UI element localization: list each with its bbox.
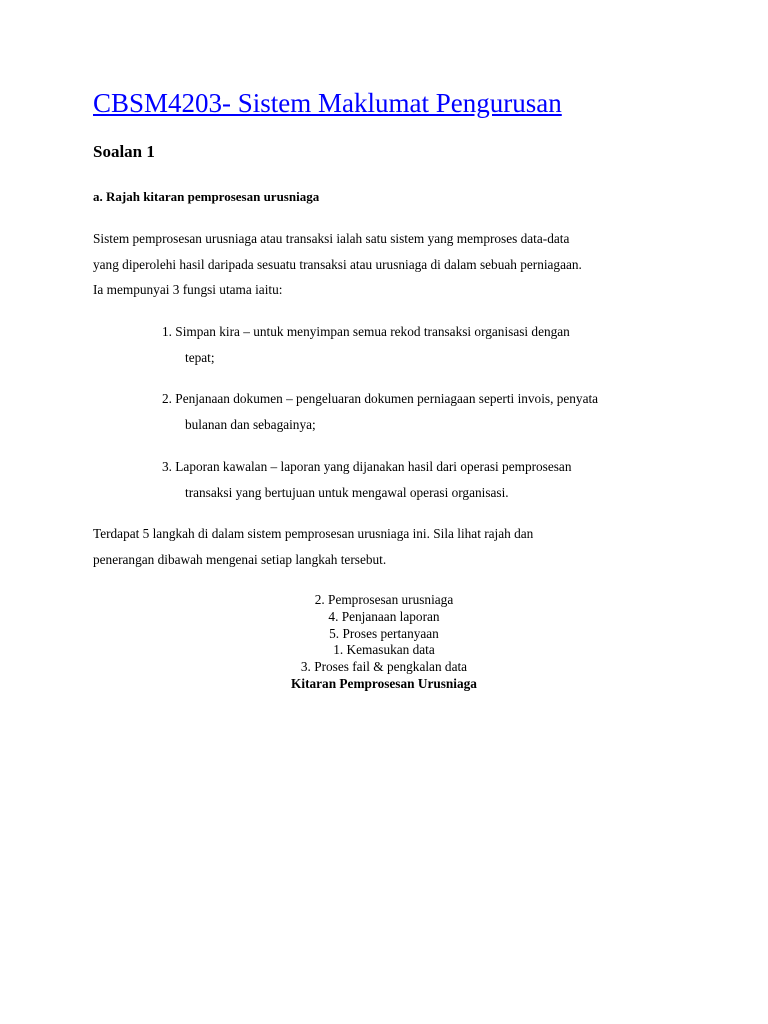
section-a-heading: a. Rajah kitaran pemprosesan urusniaga (93, 189, 320, 204)
intro-line: Sistem pemprosesan urusniaga atau transaksi ialah satu sistem yang memproses data-data (93, 231, 570, 246)
function-item-line: tepat; (185, 349, 215, 365)
function-item-laporan-kawalan (162, 454, 682, 505)
function-item-line: 2. Penjanaan dokumen – pengeluaran dokumen perniagaan seperti invois, penyata (162, 391, 599, 406)
document-title[interactable]: CBSM4203- Sistem Maklumat Pengurusan (93, 88, 562, 118)
closing-paragraph (93, 521, 675, 572)
intro-line: Ia mempunyai 3 fungsi utama iaitu: (93, 282, 283, 297)
cycle-diagram-labels (0, 592, 768, 693)
diagram-label: 3. Proses fail & pengkalan data (300, 659, 468, 675)
diagram-label: 5. Proses pertanyaan (329, 625, 439, 641)
closing-line: penerangan dibawah mengenai setiap langkah tersebut. (93, 551, 387, 567)
function-item-simpan-kira (162, 319, 682, 370)
diagram-caption: Kitaran Pemprosesan Urusniaga (291, 675, 477, 691)
function-item-line: transaksi yang bertujuan untuk mengawal operasi organisasi. (185, 484, 509, 500)
intro-paragraph (93, 226, 675, 303)
closing-line: Terdapat 5 langkah di dalam sistem pemprosesan urusniaga ini. Sila lihat rajah dan (93, 526, 534, 541)
function-item-penjanaan-dokumen (162, 386, 682, 437)
function-item-line: 3. Laporan kawalan – laporan yang dijanakan hasil dari operasi pemprosesan (162, 459, 572, 474)
diagram-label: 4. Penjanaan laporan (328, 608, 440, 624)
diagram-label: 1. Kemasukan data (333, 642, 435, 658)
function-item-line: 1. Simpan kira – untuk menyimpan semua rekod transaksi organisasi dengan (162, 324, 570, 339)
question-heading: Soalan 1 (93, 142, 155, 161)
diagram-label: 2. Pemprosesan urusniaga (314, 592, 454, 607)
intro-line: yang diperolehi hasil daripada sesuatu transaksi atau urusniaga di dalam sebuah perniagaan. (93, 256, 582, 272)
function-item-line: bulanan dan sebagainya; (185, 416, 316, 432)
